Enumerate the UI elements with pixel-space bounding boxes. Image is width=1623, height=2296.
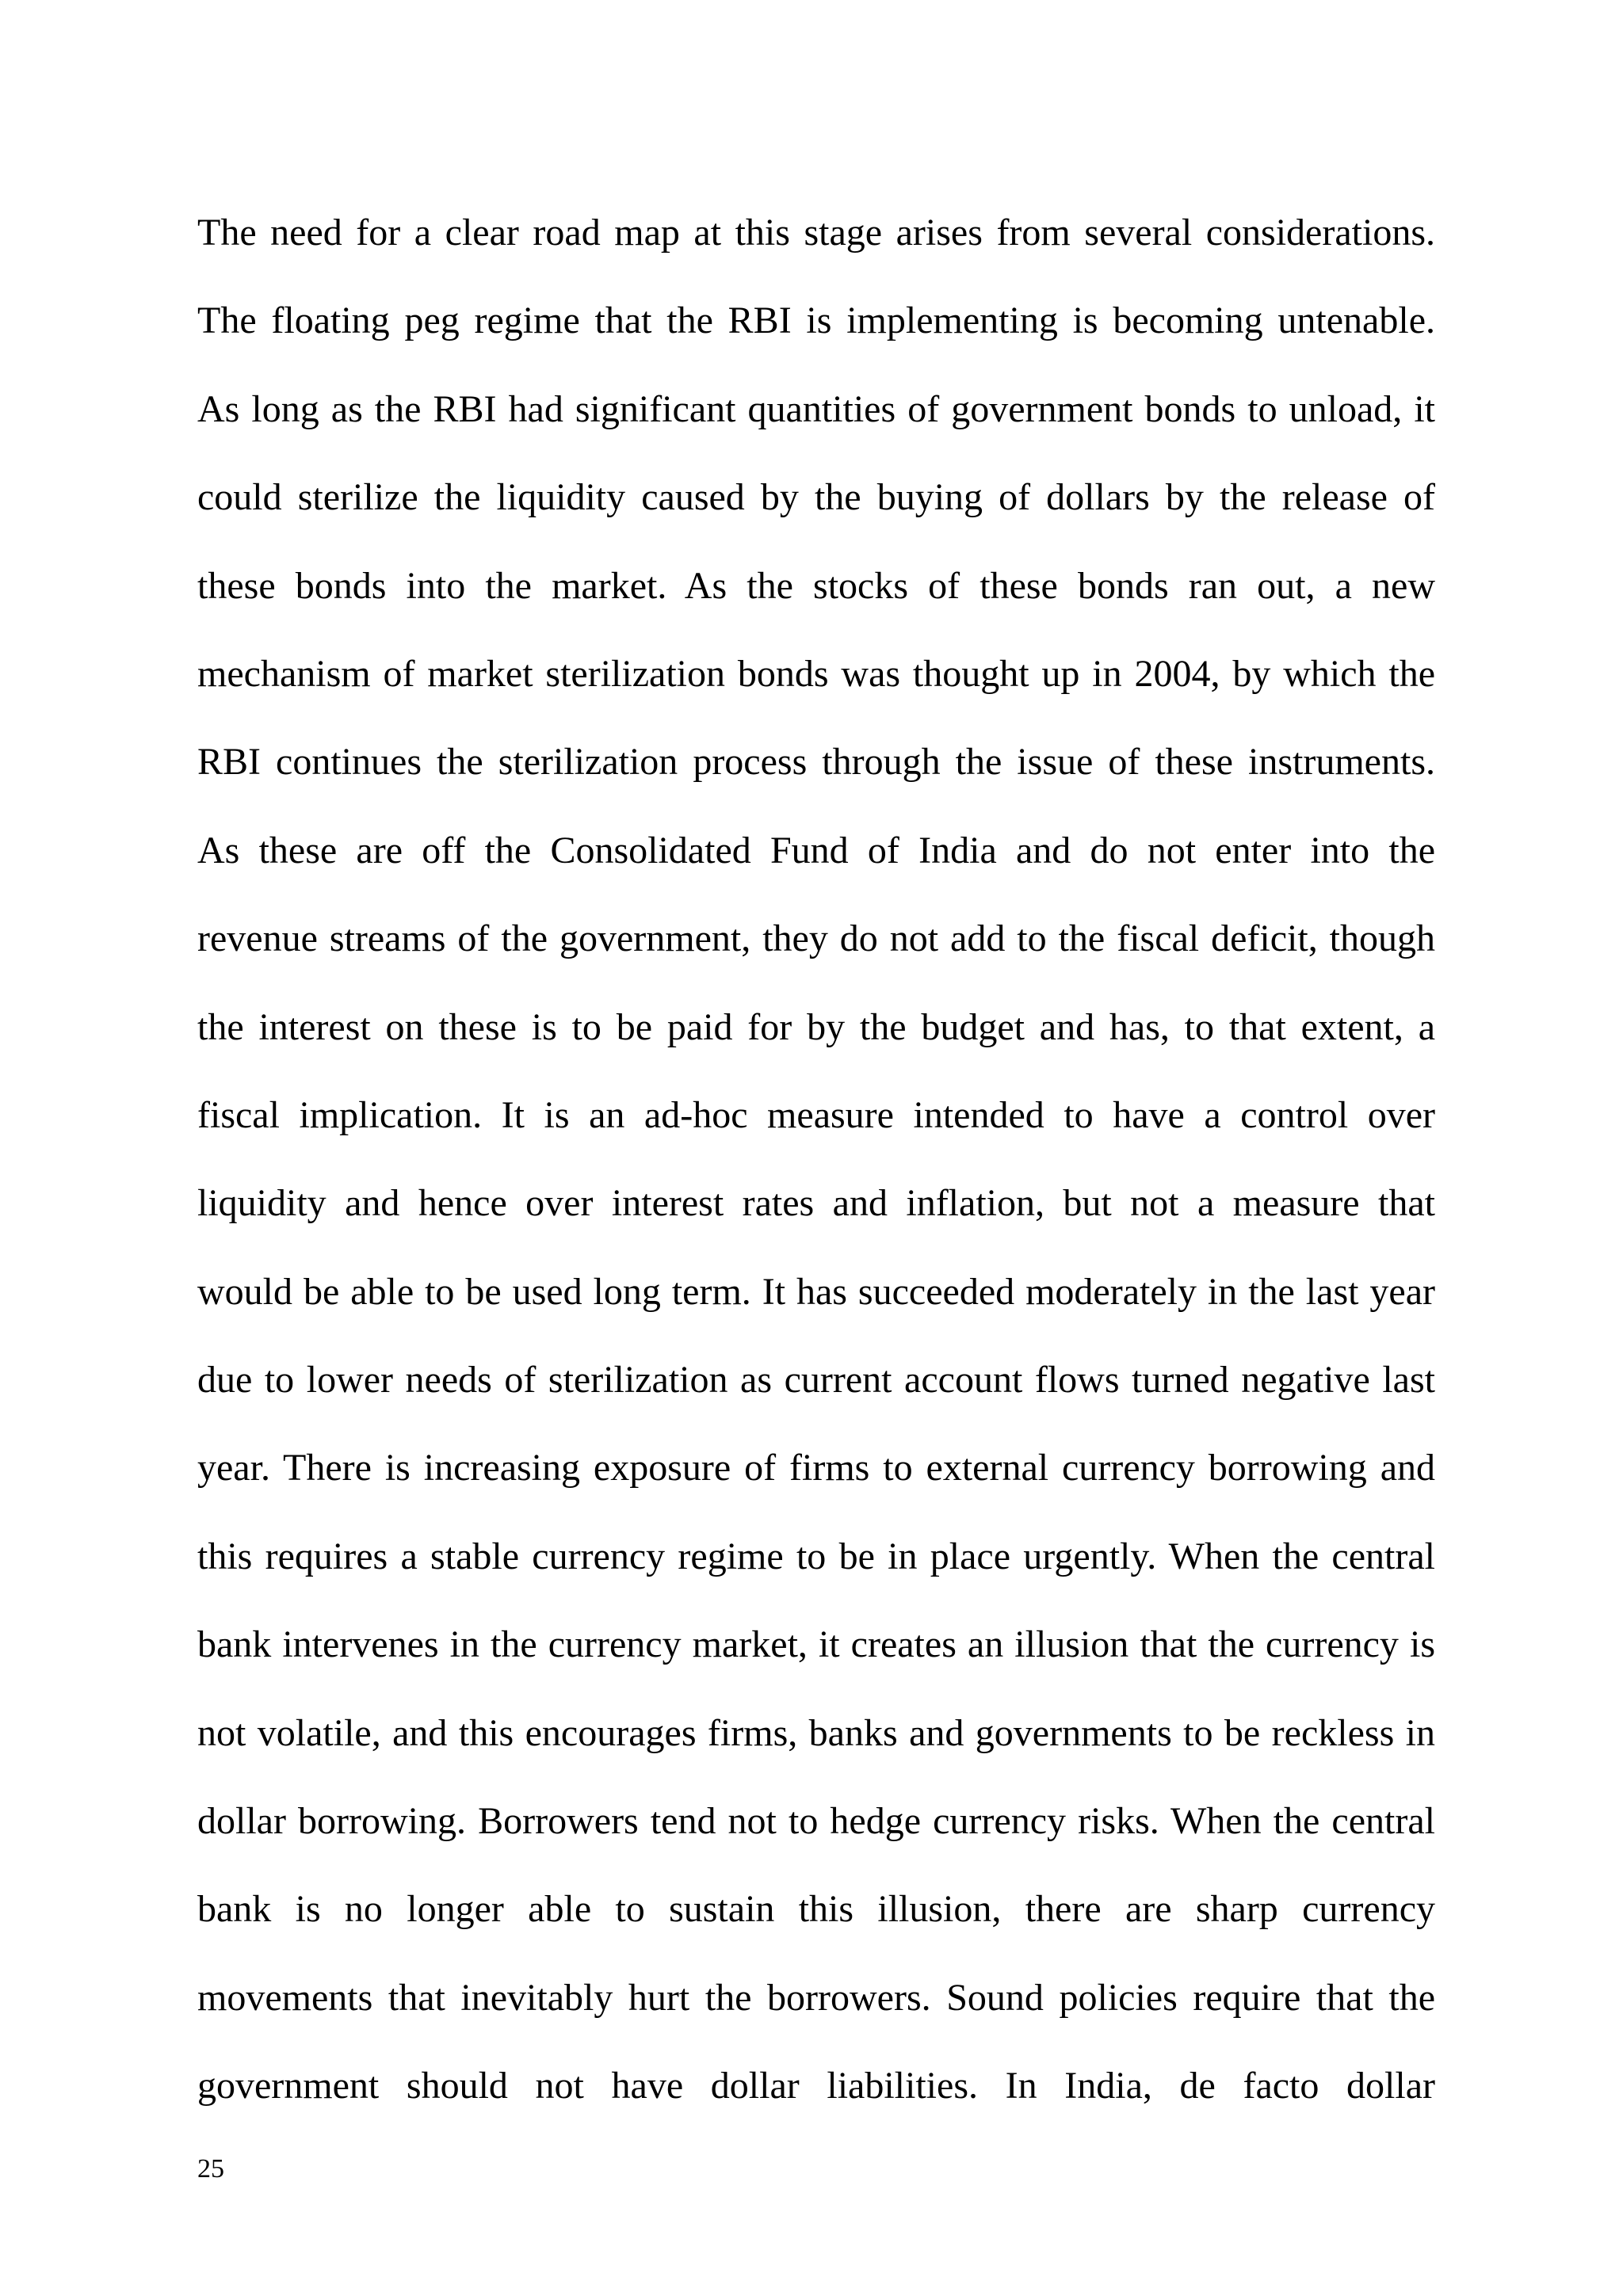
text-line: As these are off the Consolidated Fund of India and do not enter into the: [197, 829, 1435, 871]
text-line: dollar borrowing. Borrowers tend not to hedge currency risks. When the central: [197, 1800, 1435, 1843]
text-line: mechanism of market sterilization bonds was thought up in 2004, by which the: [197, 652, 1435, 695]
text-line: bank intervenes in the currency market, it creates an illusion that the currency is: [197, 1623, 1435, 1666]
text-line: As long as the RBI had significant quantities of government bonds to unload, it: [197, 387, 1435, 430]
text-line: would be able to be used long term. It has succeeded moderately in the last year: [197, 1270, 1435, 1313]
text-line: The need for a clear road map at this stage arises from several considerations.: [197, 212, 1435, 254]
text-line: this requires a stable currency regime to be in place urgently. When the central: [197, 1535, 1435, 1577]
text-line: RBI continues the sterilization process through the issue of these instruments.: [197, 741, 1435, 784]
text-line: government should not have dollar liabilities. In India, de facto dollar: [197, 2065, 1435, 2107]
text-line: revenue streams of the government, they do not add to the fiscal deficit, though: [197, 917, 1435, 960]
text-line: not volatile, and this encourages firms, banks and governments to be reckless in: [197, 1711, 1435, 1754]
text-line: fiscal implication. It is an ad-hoc measure intended to have a control over: [197, 1093, 1435, 1136]
text-line: these bonds into the market. As the stocks of these bonds ran out, a new: [197, 564, 1435, 607]
text-line: the interest on these is to be paid for by the budget and has, to that extent, a: [197, 1005, 1435, 1048]
text-line: liquidity and hence over interest rates and inflation, but not a measure that: [197, 1182, 1435, 1225]
text-line: could sterilize the liquidity caused by the buying of dollars by the release of: [197, 476, 1435, 519]
body-paragraph: [197, 189, 1435, 2130]
text-line: due to lower needs of sterilization as current account flows turned negative last: [197, 1359, 1435, 1402]
text-line: The floating peg regime that the RBI is implementing is becoming untenable.: [197, 299, 1435, 342]
text-line: movements that inevitably hurt the borrowers. Sound policies require that the: [197, 1976, 1435, 2019]
text-line: bank is no longer able to sustain this illusion, there are sharp currency: [197, 1888, 1435, 1931]
page-number: 25: [197, 2154, 224, 2183]
text-line: year. There is increasing exposure of firms to external currency borrowing and: [197, 1447, 1435, 1489]
